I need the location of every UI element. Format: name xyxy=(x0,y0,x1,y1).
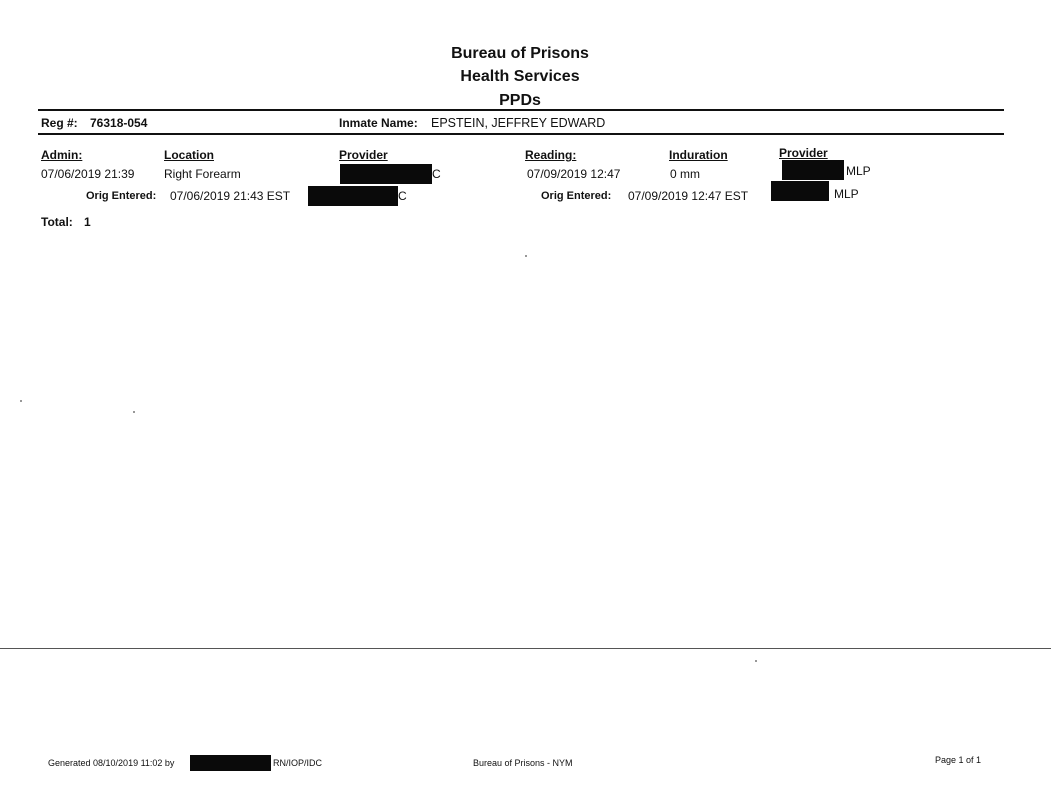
reg-label: Reg #: xyxy=(41,116,78,130)
orig-reading-provider-suffix: MLP xyxy=(834,187,859,201)
orig-entered-reading: 07/09/2019 12:47 EST xyxy=(628,189,749,203)
orig-entered-admin: 07/06/2019 21:43 EST xyxy=(170,189,291,203)
redaction-bar xyxy=(782,160,844,180)
admin-datetime: 07/06/2019 21:39 xyxy=(41,167,135,181)
redaction-bar xyxy=(308,186,398,206)
scan-speck xyxy=(20,400,22,402)
report-title-line1: Bureau of Prisons xyxy=(451,45,589,62)
orig-entered-label: Orig Entered: xyxy=(86,190,157,202)
report-title-line3: PPDs xyxy=(499,92,541,109)
footer-generated-prefix: Generated 08/10/2019 11:02 by xyxy=(48,758,175,768)
provider-suffix: C xyxy=(432,167,441,181)
col-reading-provider-header: Provider xyxy=(779,146,828,160)
inmate-name-value: EPSTEIN, JEFFREY EDWARD xyxy=(431,116,606,130)
induration-value: 0 mm xyxy=(670,167,700,181)
col-admin-header: Admin: xyxy=(41,148,83,162)
col-reading-header: Reading: xyxy=(525,148,577,162)
redaction-bar xyxy=(771,181,829,201)
scan-speck xyxy=(755,660,757,662)
total-value: 1 xyxy=(84,215,91,229)
top-rule xyxy=(38,109,1004,111)
footer-page-number: Page 1 of 1 xyxy=(935,755,982,765)
reg-value: 76318-054 xyxy=(90,116,148,130)
total-label: Total: xyxy=(41,215,73,229)
col-induration-header: Induration xyxy=(669,148,728,162)
orig-provider-suffix: C xyxy=(398,189,407,203)
redaction-bar xyxy=(340,164,432,184)
footer-center: Bureau of Prisons - NYM xyxy=(473,758,573,768)
orig-entered-label-2: Orig Entered: xyxy=(541,190,612,202)
scan-speck xyxy=(525,255,527,257)
footer-rule xyxy=(0,648,1051,649)
col-location-header: Location xyxy=(164,148,214,162)
inmate-name-label: Inmate Name: xyxy=(339,116,418,130)
reading-provider-suffix: MLP xyxy=(846,164,871,178)
footer-generated-suffix: RN/IOP/IDC xyxy=(273,758,323,768)
scan-speck xyxy=(133,411,135,413)
report-title-line2: Health Services xyxy=(460,68,580,85)
inmate-rule xyxy=(38,133,1004,135)
col-provider-header: Provider xyxy=(339,148,388,162)
reading-datetime: 07/09/2019 12:47 xyxy=(527,167,621,181)
redaction-bar xyxy=(190,755,271,771)
location-value: Right Forearm xyxy=(164,167,241,181)
